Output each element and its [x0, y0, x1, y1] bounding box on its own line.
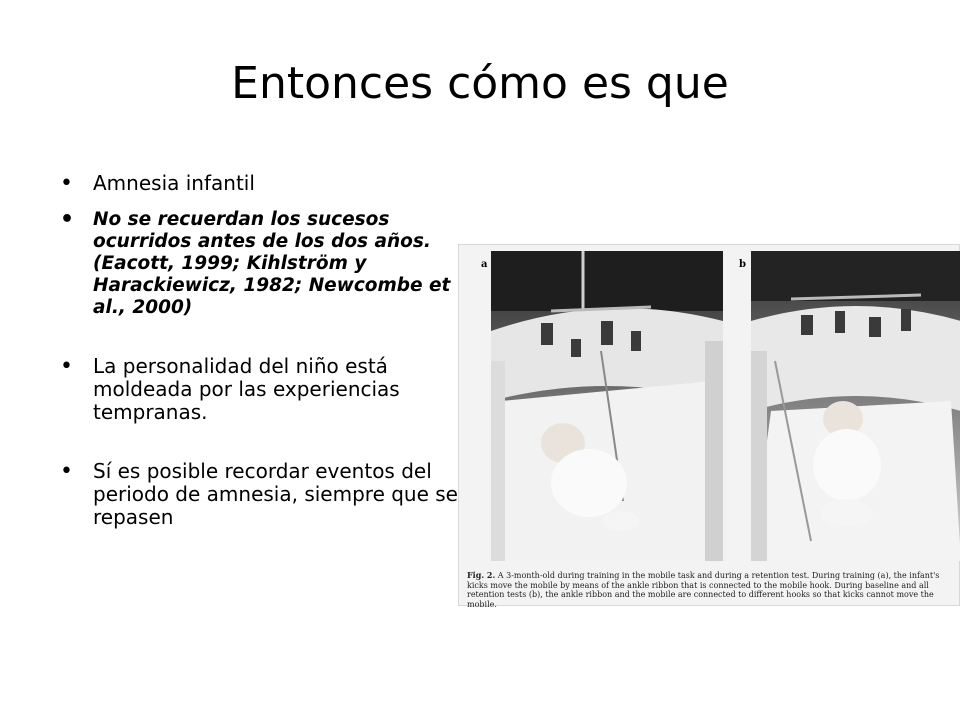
bullet-item	[60, 172, 460, 195]
infant-crib-photo-b	[751, 251, 960, 561]
infant-crib-photo-a	[491, 251, 723, 561]
figure-image	[458, 244, 960, 609]
bullet-text: La personalidad del niño está moldeada por las experiencias tempranas.	[93, 354, 400, 424]
caption-text: A 3-month-old during training in the mobile task and during a retention test. During training (a), the infant's kicks move the mobile by means of the ankle ribbon that is connected to the mobile hook. During baseline and all retention tests (b), the ankle ribbon and the mobile are connected to different hooks so that kicks cannot move the mobile.	[467, 571, 940, 609]
bullet-item	[60, 355, 460, 424]
panel-b-label: b	[739, 259, 746, 270]
bullet-symbol: •	[60, 354, 73, 379]
bullet-symbol: •	[60, 171, 73, 196]
bullet-symbol: •	[60, 207, 75, 232]
bullet-text: Sí es posible recordar eventos del periodo de amnesia, siempre que se repasen	[93, 459, 458, 529]
panel-a-label: a	[481, 259, 488, 270]
bullet-list	[60, 172, 460, 543]
slide-title: Entonces cómo es que	[231, 58, 729, 109]
caption-label: Fig. 2.	[467, 570, 496, 580]
bullet-symbol: •	[60, 459, 73, 484]
figure-caption	[467, 571, 957, 609]
bullet-item	[60, 460, 460, 529]
bullet-item	[60, 209, 460, 319]
bullet-text: Amnesia infantil	[93, 171, 255, 195]
bullet-text: No se recuerdan los sucesos ocurridos antes de los dos años.(Eacott, 1999; Kihlström y Harackiewicz, 1982; Newcombe et al., 2000)	[93, 209, 451, 318]
